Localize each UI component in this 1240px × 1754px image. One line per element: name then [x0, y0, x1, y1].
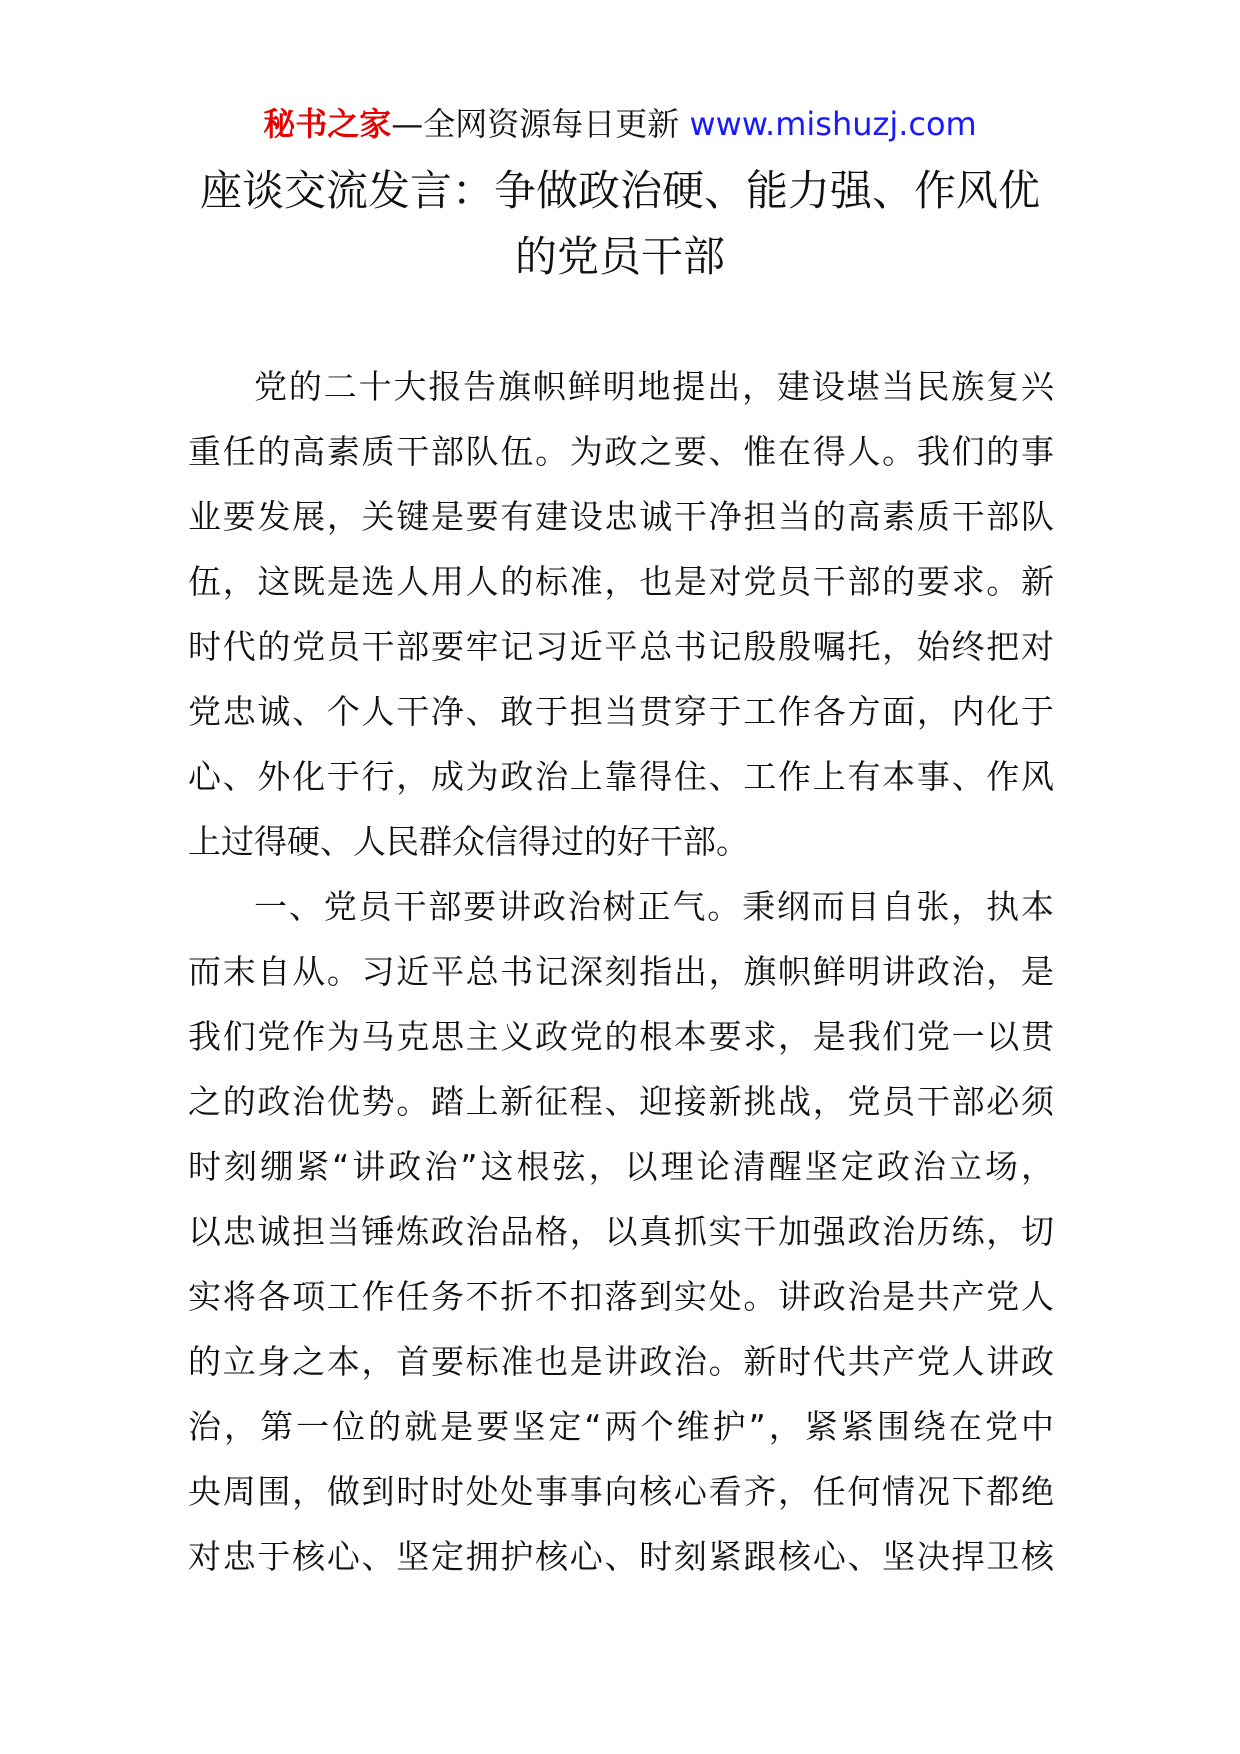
text-line: 心、外化于行，成为政治上靠得住、工作上有本事、作风 [188, 757, 1054, 796]
text-line: 业要发展，关键是要有建设忠诚干净担当的高素质干部队 [188, 497, 1054, 536]
site-url-link[interactable]: www.mishuzj.com [689, 105, 977, 143]
document-body [188, 354, 1054, 1589]
text-line: 治，第一位的就是要坚定“两个维护”，紧紧围绕在党中 [188, 1407, 1054, 1446]
text-line: 伍，这既是选人用人的标准，也是对党员干部的要求。新 [188, 562, 1054, 601]
text-line: 重任的高素质干部队伍。为政之要、惟在得人。我们的事 [188, 432, 1054, 471]
text-line: 我们党作为马克思主义政党的根本要求，是我们党一以贯 [188, 1017, 1054, 1056]
text-line: 以忠诚担当锤炼政治品格，以真抓实干加强政治历练，切 [188, 1212, 1054, 1251]
paragraph-1 [188, 354, 1054, 874]
paragraph-2 [188, 874, 1054, 1589]
site-header [0, 102, 1240, 146]
document-title [150, 158, 1090, 290]
text-line: 之的政治优势。踏上新征程、迎接新挑战，党员干部必须 [188, 1082, 1054, 1121]
text-line: 的立身之本，首要标准也是讲政治。新时代共产党人讲政 [188, 1342, 1054, 1381]
text-line: 党的二十大报告旗帜鲜明地提出，建设堪当民族复兴 [254, 367, 1054, 406]
header-dash: — [391, 105, 424, 143]
text-line: 实将各项工作任务不折不扣落到实处。讲政治是共产党人 [188, 1277, 1054, 1316]
text-line: 时代的党员干部要牢记习近平总书记殷殷嘱托，始终把对 [188, 627, 1054, 666]
text-line: 上过得硬、人民群众信得过的好干部。 [188, 822, 749, 861]
site-brand: 秘书之家 [263, 105, 392, 143]
title-line-1: 座谈交流发言：争做政治硬、能力强、作风优 [199, 166, 1040, 215]
text-line: 时刻绷紧“讲政治”这根弦，以理论清醒坚定政治立场， [188, 1147, 1054, 1186]
text-line: 央周围，做到时时处处事事向核心看齐，任何情况下都绝 [188, 1472, 1054, 1511]
text-line: 而末自从。习近平总书记深刻指出，旗帜鲜明讲政治，是 [188, 952, 1054, 991]
title-line-2: 的党员干部 [514, 232, 725, 281]
site-tagline: 全网资源每日更新 [423, 105, 680, 143]
text-line: 党忠诚、个人干净、敢于担当贯穿于工作各方面，内化于 [188, 692, 1054, 731]
text-line: 一、党员干部要讲政治树正气。秉纲而目自张，执本 [254, 887, 1054, 926]
text-line: 对忠于核心、坚定拥护核心、时刻紧跟核心、坚决捍卫核 [188, 1537, 1054, 1576]
